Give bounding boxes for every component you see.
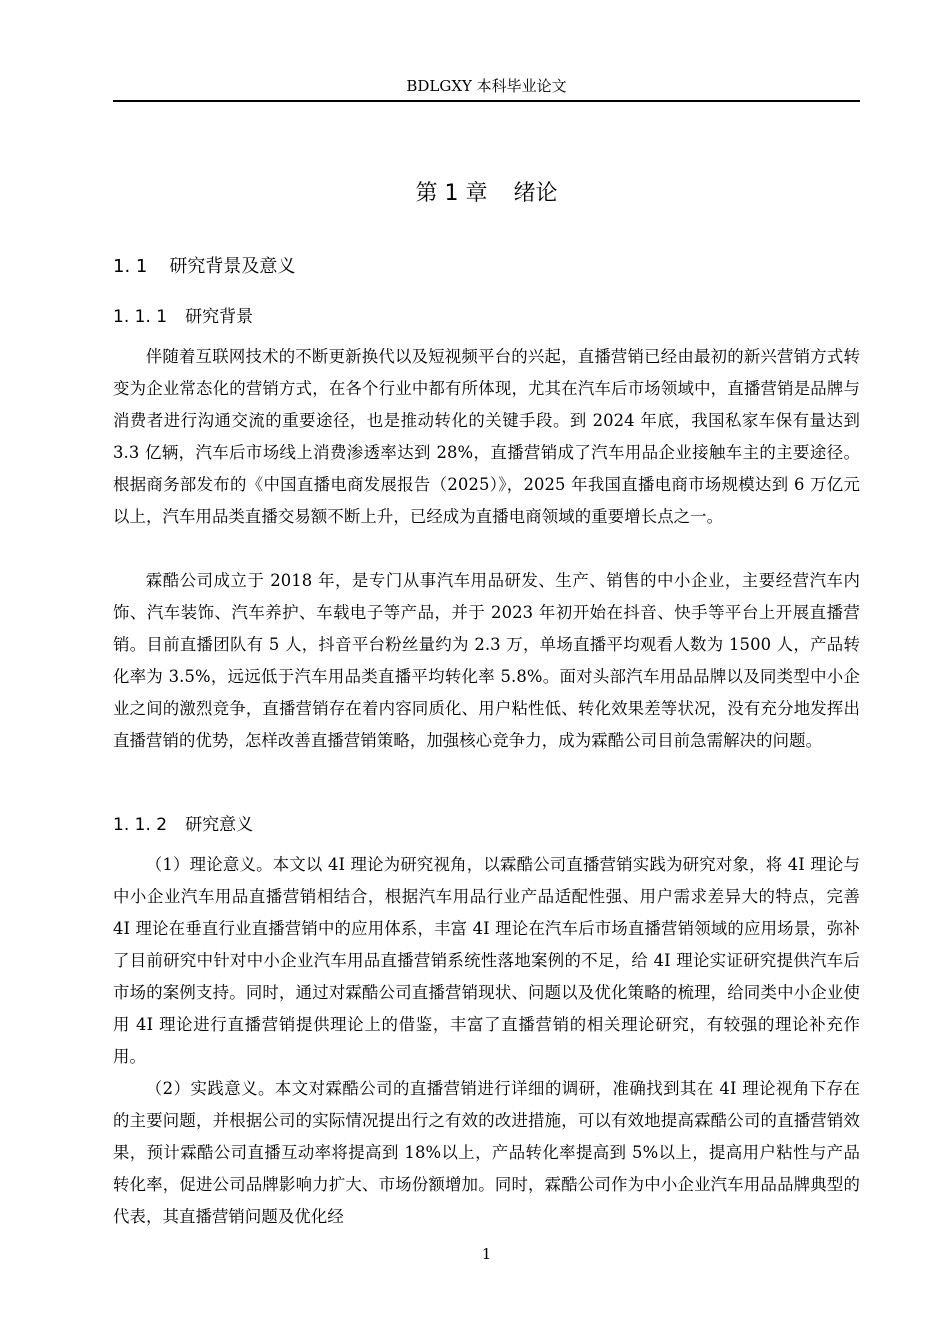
subsection-number: 1. 1. 2: [113, 815, 168, 835]
subsection-number: 1. 1. 1: [113, 307, 168, 327]
section-title: 研究背景及意义: [169, 256, 296, 277]
subsection-heading-1-1-1: [113, 304, 253, 330]
paragraph-significance-1: （1）理论意义。本文以 4I 理论为研究视角，以霖酷公司直播营销实践为研究对象，将 4I 理论与中小企业汽车用品直播营销相结合，根据汽车用品行业产品适配性强、用户需求差异大的特点，完善 4I 理论在垂直行业直播营销中的应用体系，丰富 4I 理论在汽车后市场直播营销领域的应用场景，弥补了目前研究中针对中小企业汽车用品直播营销系统性落地案例的不足，给 4I 理论实证研究提供汽车后市场的案例支持。同时，通过对霖酷公司直播营销现状、问题以及优化策略的梳理，给同类中小企业使用 4I 理论进行直播营销提供理论上的借鉴，丰富了直播营销的相关理论研究，有较强的理论补充作用。: [113, 855, 860, 1066]
subsection-heading-1-1-2: [113, 812, 253, 838]
paragraph-background-2: 霖酷公司成立于 2018 年，是专门从事汽车用品研发、生产、销售的中小企业，主要经营汽车内饰、汽车装饰、汽车养护、车载电子等产品，并于 2023 年初开始在抖音、快手等平台上开展直播营销。目前直播团队有 5 人，抖音平台粉丝量约为 2.3 万，单场直播平均观看人数为 1500 人，产品转化率为 3.5%，远远低于汽车用品类直播平均转化率 5.8%。面对头部汽车用品品牌以及同类型中小企业之间的激烈竞争，直播营销存在着内容同质化、用户粘性低、转化效果差等状况，没有充分地发挥出直播营销的优势，怎样改善直播营销策略，加强核心竞争力，成为霖酷公司目前急需解决的问题。: [113, 571, 860, 750]
chapter-number: 第 1 章: [415, 181, 488, 206]
header-rule: [113, 100, 860, 102]
chapter-title: [113, 178, 860, 210]
subsection-title: 研究意义: [185, 815, 254, 835]
running-header: BDLGXY 本科毕业论文: [406, 77, 567, 95]
paragraph-significance-2: （2）实践意义。本文对霖酷公司的直播营销进行详细的调研，准确找到其在 4I 理论视角下存在的主要问题，并根据公司的实际情况提出行之有效的改进措施，可以有效地提高霖酷公司的直播营销效果，预计霖酷公司直播互动率将提高到 18%以上，产品转化率提高到 5%以上，提高用户粘性与产品转化率，促进公司品牌影响力扩大、市场份额增加。同时，霖酷公司作为中小企业汽车用品品牌典型的代表，其直播营销问题及优化经: [113, 1079, 860, 1226]
page-number: 1: [481, 1245, 492, 1263]
paragraph-background-1: 伴随着互联网技术的不断更新换代以及短视频平台的兴起，直播营销已经由最初的新兴营销方式转变为企业常态化的营销方式，在各个行业中都有所体现，尤其在汽车后市场领域中，直播营销是品牌与消费者进行沟通交流的重要途径，也是推动转化的关键手段。到 2024 年底，我国私家车保有量达到 3.3 亿辆，汽车后市场线上消费渗透率达到 28%，直播营销成了汽车用品企业接触车主的主要途径。根据商务部发布的《中国直播电商发展报告（2025）》，2025 年我国直播电商市场规模达到 6 万亿元以上，汽车用品类直播交易额不断上升，已经成为直播电商领域的重要增长点之一。: [113, 347, 860, 526]
subsection-title: 研究背景: [185, 307, 254, 327]
section-number: 1. 1: [113, 256, 148, 277]
section-heading-1-1: [113, 253, 295, 281]
chapter-name: 绪论: [513, 181, 558, 206]
